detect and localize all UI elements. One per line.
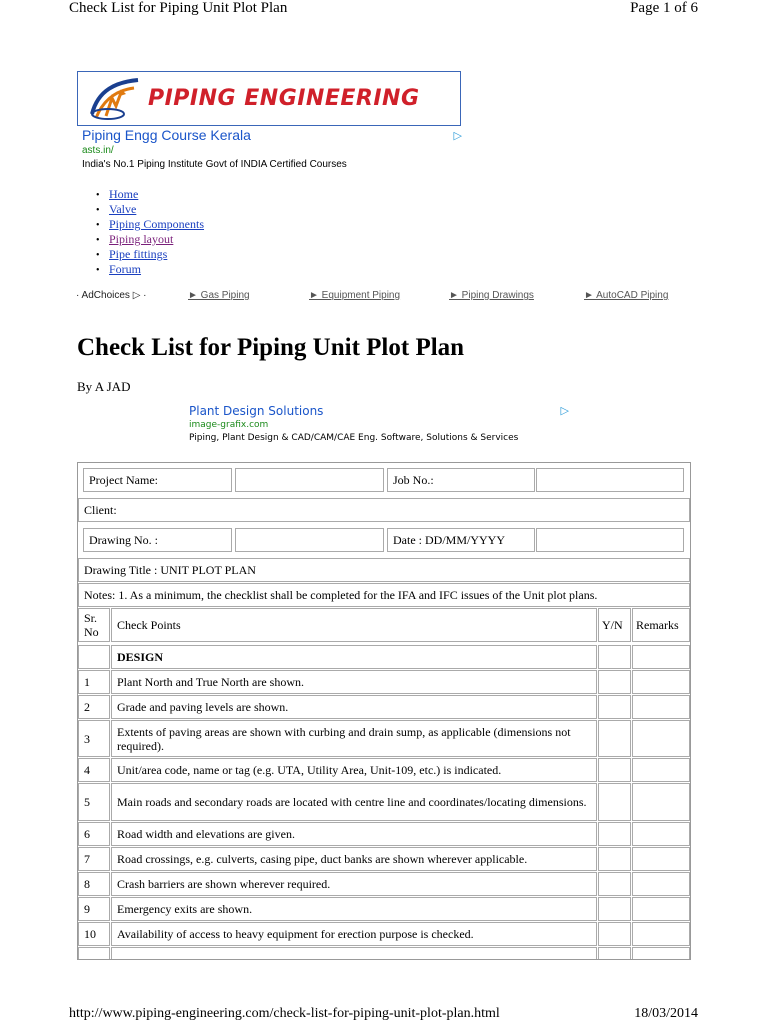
yn-cell[interactable] — [598, 922, 631, 946]
article-title: Check List for Piping Unit Plot Plan — [77, 334, 465, 361]
checklist-table — [77, 462, 691, 960]
col-header-yn: Y/N — [598, 608, 631, 642]
client-label: Client: — [78, 498, 690, 522]
ad-link-autocad-piping[interactable]: ► AutoCAD Piping — [584, 290, 669, 301]
remarks-cell[interactable] — [632, 922, 690, 946]
row-check-point: Road crossings, e.g. culverts, casing pipe, duct banks are shown wherever applicable. — [111, 847, 597, 871]
print-header-page: Page 1 of 6 — [630, 0, 698, 16]
row-check-point: Road width and elevations are given. — [111, 822, 597, 846]
ad-link-piping-drawings[interactable]: ► Piping Drawings — [449, 290, 534, 301]
row-no: 7 — [78, 847, 110, 871]
ad-piping-course[interactable] — [82, 127, 462, 170]
yn-cell[interactable] — [598, 783, 631, 821]
row-check-point: Emergency exits are shown. — [111, 897, 597, 921]
yn-cell[interactable] — [598, 822, 631, 846]
print-header-title: Check List for Piping Unit Plot Plan — [69, 0, 288, 16]
remarks-cell[interactable] — [632, 670, 690, 694]
adchoices-icon[interactable]: ▷ — [560, 404, 569, 417]
nav-item-piping-layout — [96, 232, 204, 247]
row-check-point — [111, 947, 597, 960]
drawing-title: Drawing Title : UNIT PLOT PLAN — [78, 558, 690, 582]
nav-link-piping-layout[interactable]: Piping layout — [109, 232, 174, 246]
nav-item-forum — [96, 262, 204, 277]
ad-link-equipment-piping[interactable]: ► Equipment Piping — [309, 290, 401, 301]
row-no: 5 — [78, 783, 110, 821]
remarks-cell[interactable] — [632, 872, 690, 896]
article-byline: By A JAD — [77, 379, 131, 394]
site-logo[interactable] — [77, 71, 461, 126]
yn-cell[interactable] — [598, 897, 631, 921]
row-check-point: Crash barriers are shown wherever required. — [111, 872, 597, 896]
ad-link-bar — [76, 290, 696, 306]
col-header-remarks: Remarks — [632, 608, 690, 642]
ad-title[interactable]: Piping Engg Course Kerala — [82, 127, 251, 143]
logo-text: PIPING ENGINEERING — [148, 86, 420, 111]
ad-link-gas-piping[interactable]: ► Gas Piping — [188, 290, 250, 301]
row-no: 2 — [78, 695, 110, 719]
remarks-cell[interactable] — [632, 783, 690, 821]
ad-url[interactable]: asts.in/ — [82, 145, 114, 156]
yn-cell[interactable] — [598, 872, 631, 896]
adchoices-label[interactable]: · AdChoices ▷ · — [76, 290, 147, 301]
ad-plant-design[interactable] — [189, 404, 569, 443]
project-name-field[interactable] — [235, 468, 384, 492]
row-no: 1 — [78, 670, 110, 694]
remarks-cell[interactable] — [632, 947, 690, 960]
ad-url[interactable]: image-grafix.com — [189, 420, 269, 430]
col-header-check-points: Check Points — [111, 608, 597, 642]
col-header-srno: Sr. No — [78, 608, 110, 642]
row-check-point: Extents of paving areas are shown with curbing and drain sump, as applicable (dimensions not required). — [111, 720, 597, 757]
yn-cell[interactable] — [598, 720, 631, 757]
table-row-section-no — [78, 645, 110, 669]
section-design: DESIGN — [111, 645, 597, 669]
notes: Notes: 1. As a minimum, the checklist shall be completed for the IFA and IFC issues of the Unit plot plans. — [78, 583, 690, 607]
yn-cell[interactable] — [598, 645, 631, 669]
row-check-point: Main roads and secondary roads are located with centre line and coordinates/locating dimensions. — [111, 783, 597, 821]
yn-cell[interactable] — [598, 695, 631, 719]
nav-link-home[interactable]: Home — [109, 187, 139, 201]
project-name-label: Project Name: — [83, 468, 232, 492]
remarks-cell[interactable] — [632, 758, 690, 782]
row-check-point: Availability of access to heavy equipment for erection purpose is checked. — [111, 922, 597, 946]
yn-cell[interactable] — [598, 670, 631, 694]
row-no: 3 — [78, 720, 110, 757]
drawing-no-field[interactable] — [235, 528, 384, 552]
row-check-point: Grade and paving levels are shown. — [111, 695, 597, 719]
remarks-cell[interactable] — [632, 695, 690, 719]
adchoices-icon[interactable]: ▷ — [453, 130, 462, 142]
print-footer-date: 18/03/2014 — [634, 1006, 698, 1021]
nav-item-valve — [96, 202, 204, 217]
nav-link-forum[interactable]: Forum — [109, 262, 142, 276]
remarks-cell[interactable] — [632, 897, 690, 921]
print-footer-url: http://www.piping-engineering.com/check-list-for-piping-unit-plot-plan.html — [69, 1006, 500, 1021]
ad-title[interactable]: Plant Design Solutions — [189, 404, 324, 418]
yn-cell[interactable] — [598, 758, 631, 782]
piping-logo-icon — [86, 76, 144, 122]
remarks-cell[interactable] — [632, 847, 690, 871]
yn-cell[interactable] — [598, 847, 631, 871]
print-header — [69, 0, 698, 20]
nav-item-pipe-fittings — [96, 247, 204, 262]
ad-description: Piping, Plant Design & CAD/CAM/CAE Eng. Software, Solutions & Services — [189, 433, 519, 443]
date-label: Date : DD/MM/YYYY — [387, 528, 535, 552]
row-no: 4 — [78, 758, 110, 782]
ad-description: India's No.1 Piping Institute Govt of INDIA Certified Courses — [82, 159, 347, 170]
nav-item-piping-components — [96, 217, 204, 232]
row-check-point: Unit/area code, name or tag (e.g. UTA, Utility Area, Unit-109, etc.) is indicated. — [111, 758, 597, 782]
row-no: 8 — [78, 872, 110, 896]
yn-cell[interactable] — [598, 947, 631, 960]
remarks-cell[interactable] — [632, 720, 690, 757]
row-no: 9 — [78, 897, 110, 921]
job-no-label: Job No.: — [387, 468, 535, 492]
nav-link-piping-components[interactable]: Piping Components — [109, 217, 205, 231]
drawing-no-label: Drawing No. : — [83, 528, 232, 552]
site-nav — [96, 187, 204, 277]
row-check-point: Plant North and True North are shown. — [111, 670, 597, 694]
date-field[interactable] — [536, 528, 684, 552]
nav-item-home — [96, 187, 204, 202]
nav-link-valve[interactable]: Valve — [109, 202, 137, 216]
remarks-cell[interactable] — [632, 645, 690, 669]
job-no-field[interactable] — [536, 468, 684, 492]
nav-link-pipe-fittings[interactable]: Pipe fittings — [109, 247, 168, 261]
remarks-cell[interactable] — [632, 822, 690, 846]
row-no: 6 — [78, 822, 110, 846]
row-no: 10 — [78, 922, 110, 946]
row-no — [78, 947, 110, 960]
